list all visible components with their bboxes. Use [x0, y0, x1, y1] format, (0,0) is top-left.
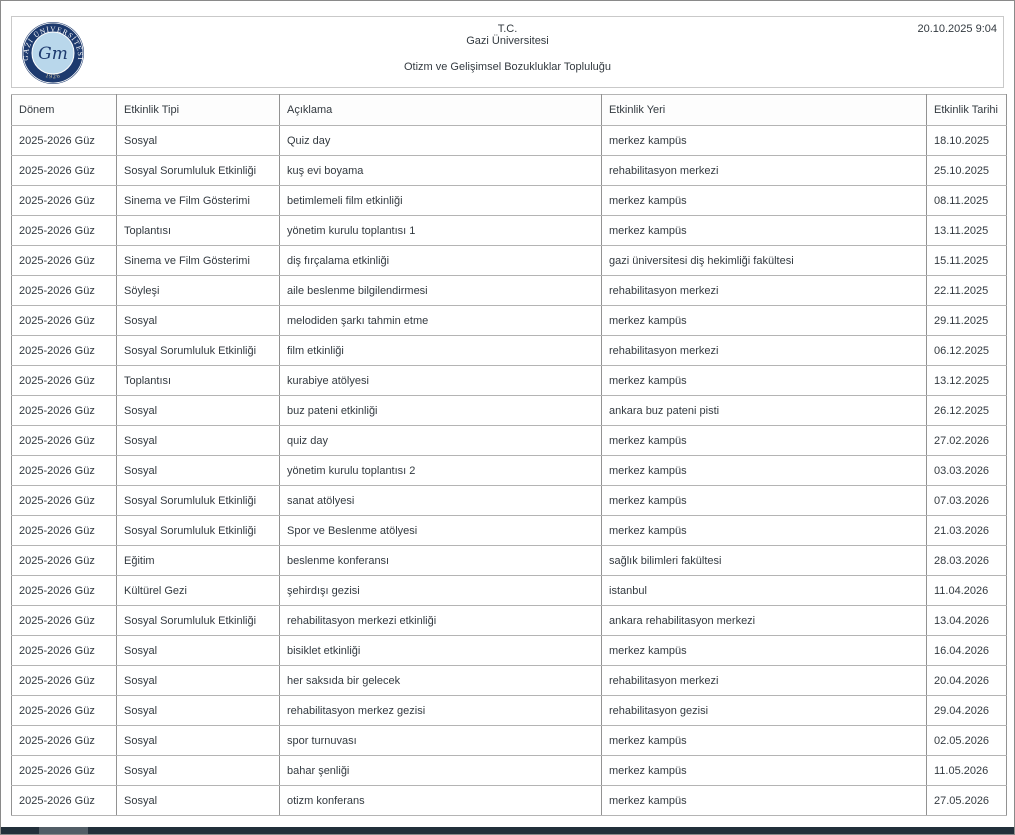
- cell-yeri: merkez kampüs: [602, 516, 927, 546]
- svg-text:GAZİ ÜNİVERSİTESİ: GAZİ ÜNİVERSİTESİ: [21, 25, 85, 62]
- cell-tip: Söyleşi: [117, 276, 280, 306]
- cell-yeri: merkez kampüs: [602, 306, 927, 336]
- cell-aciklama: Spor ve Beslenme atölyesi: [280, 516, 602, 546]
- cell-donem: 2025-2026 Güz: [12, 186, 117, 216]
- cell-tarihi: 18.10.2025: [927, 126, 1007, 156]
- cell-donem: 2025-2026 Güz: [12, 756, 117, 786]
- cell-tarihi: 03.03.2026: [927, 456, 1007, 486]
- cell-aciklama: bahar şenliği: [280, 756, 602, 786]
- cell-aciklama: şehirdışı gezisi: [280, 576, 602, 606]
- table-row: [12, 336, 1007, 366]
- cell-aciklama: rehabilitasyon merkez gezisi: [280, 696, 602, 726]
- cell-tip: Kültürel Gezi: [117, 576, 280, 606]
- column-header-tarihi: Etkinlik Tarihi: [927, 95, 1007, 126]
- cell-tarihi: 11.04.2026: [927, 576, 1007, 606]
- cell-yeri: rehabilitasyon merkezi: [602, 666, 927, 696]
- cell-tip: Sosyal: [117, 786, 280, 816]
- cell-aciklama: diş fırçalama etkinliği: [280, 246, 602, 276]
- table-row: [12, 576, 1007, 606]
- cell-yeri: merkez kampüs: [602, 636, 927, 666]
- cell-donem: 2025-2026 Güz: [12, 396, 117, 426]
- cell-yeri: merkez kampüs: [602, 726, 927, 756]
- table-row: [12, 546, 1007, 576]
- cell-tip: Sosyal: [117, 396, 280, 426]
- cell-tip: Sosyal: [117, 126, 280, 156]
- cell-donem: 2025-2026 Güz: [12, 336, 117, 366]
- cell-tarihi: 06.12.2025: [927, 336, 1007, 366]
- table-row: [12, 696, 1007, 726]
- cell-yeri: merkez kampüs: [602, 786, 927, 816]
- cell-donem: 2025-2026 Güz: [12, 576, 117, 606]
- events-table: [11, 94, 1007, 816]
- table-row: [12, 276, 1007, 306]
- cell-tip: Sosyal Sorumluluk Etkinliği: [117, 516, 280, 546]
- cell-tip: Sosyal: [117, 306, 280, 336]
- cell-yeri: merkez kampüs: [602, 366, 927, 396]
- community-name: Otizm ve Gelişimsel Bozukluklar Topluluğu: [403, 61, 612, 73]
- cell-tip: Eğitim: [117, 546, 280, 576]
- column-header-donem: Dönem: [12, 95, 117, 126]
- cell-donem: 2025-2026 Güz: [12, 246, 117, 276]
- report-header: [11, 16, 1004, 88]
- cell-donem: 2025-2026 Güz: [12, 726, 117, 756]
- table-row: [12, 786, 1007, 816]
- table-row: [12, 456, 1007, 486]
- cell-aciklama: yönetim kurulu toplantısı 2: [280, 456, 602, 486]
- cell-tip: Sinema ve Film Gösterimi: [117, 186, 280, 216]
- cell-aciklama: Quiz day: [280, 126, 602, 156]
- svg-text:1926: 1926: [44, 73, 62, 81]
- cell-tarihi: 28.03.2026: [927, 546, 1007, 576]
- cell-yeri: rehabilitasyon merkezi: [602, 336, 927, 366]
- cell-yeri: ankara buz pateni pisti: [602, 396, 927, 426]
- cell-aciklama: betimlemeli film etkinliği: [280, 186, 602, 216]
- cell-yeri: merkez kampüs: [602, 426, 927, 456]
- cell-yeri: merkez kampüs: [602, 126, 927, 156]
- cell-tarihi: 11.05.2026: [927, 756, 1007, 786]
- cell-yeri: istanbul: [602, 576, 927, 606]
- cell-aciklama: film etkinliği: [280, 336, 602, 366]
- cell-yeri: ankara rehabilitasyon merkezi: [602, 606, 927, 636]
- cell-tarihi: 20.04.2026: [927, 666, 1007, 696]
- cell-tarihi: 08.11.2025: [927, 186, 1007, 216]
- cell-yeri: merkez kampüs: [602, 456, 927, 486]
- cell-donem: 2025-2026 Güz: [12, 456, 117, 486]
- cell-donem: 2025-2026 Güz: [12, 306, 117, 336]
- cell-tip: Sosyal: [117, 456, 280, 486]
- cell-aciklama: bisiklet etkinliği: [280, 636, 602, 666]
- cell-aciklama: otizm konferans: [280, 786, 602, 816]
- cell-tip: Toplantısı: [117, 366, 280, 396]
- cell-donem: 2025-2026 Güz: [12, 786, 117, 816]
- cell-tip: Sosyal Sorumluluk Etkinliği: [117, 336, 280, 366]
- cell-tip: Sosyal: [117, 696, 280, 726]
- table-row: [12, 156, 1007, 186]
- cell-donem: 2025-2026 Güz: [12, 426, 117, 456]
- column-header-aciklama: Açıklama: [280, 95, 602, 126]
- cell-yeri: rehabilitasyon merkezi: [602, 276, 927, 306]
- column-header-yeri: Etkinlik Yeri: [602, 95, 927, 126]
- table-row: [12, 306, 1007, 336]
- table-row: [12, 726, 1007, 756]
- cell-yeri: merkez kampüs: [602, 756, 927, 786]
- cell-aciklama: yönetim kurulu toplantısı 1: [280, 216, 602, 246]
- cell-tip: Sosyal Sorumluluk Etkinliği: [117, 486, 280, 516]
- print-datetime: 20.10.2025 9:04: [917, 23, 997, 35]
- cell-tarihi: 22.11.2025: [927, 276, 1007, 306]
- cell-aciklama: spor turnuvası: [280, 726, 602, 756]
- cell-tip: Sosyal: [117, 756, 280, 786]
- cell-tarihi: 13.11.2025: [927, 216, 1007, 246]
- cell-donem: 2025-2026 Güz: [12, 366, 117, 396]
- table-row: [12, 246, 1007, 276]
- cell-donem: 2025-2026 Güz: [12, 156, 117, 186]
- column-header-tip: Etkinlik Tipi: [117, 95, 280, 126]
- cell-tip: Sosyal: [117, 666, 280, 696]
- cell-donem: 2025-2026 Güz: [12, 516, 117, 546]
- cell-donem: 2025-2026 Güz: [12, 216, 117, 246]
- cell-donem: 2025-2026 Güz: [12, 546, 117, 576]
- cell-yeri: rehabilitasyon gezisi: [602, 696, 927, 726]
- cell-tip: Sosyal Sorumluluk Etkinliği: [117, 156, 280, 186]
- cell-yeri: merkez kampüs: [602, 216, 927, 246]
- cell-aciklama: kurabiye atölyesi: [280, 366, 602, 396]
- cell-tarihi: 26.12.2025: [927, 396, 1007, 426]
- cell-tarihi: 21.03.2026: [927, 516, 1007, 546]
- cell-tip: Toplantısı: [117, 216, 280, 246]
- cell-yeri: sağlık bilimleri fakültesi: [602, 546, 927, 576]
- cell-aciklama: beslenme konferansı: [280, 546, 602, 576]
- cell-aciklama: rehabilitasyon merkezi etkinliği: [280, 606, 602, 636]
- cell-donem: 2025-2026 Güz: [12, 636, 117, 666]
- cell-tarihi: 25.10.2025: [927, 156, 1007, 186]
- svg-text:Gm: Gm: [38, 44, 68, 64]
- cell-yeri: gazi üniversitesi diş hekimliği fakültesi: [602, 246, 927, 276]
- country-label: T.C.: [497, 23, 518, 35]
- scrollbar-thumb[interactable]: [39, 827, 88, 834]
- cell-tarihi: 29.04.2026: [927, 696, 1007, 726]
- cell-donem: 2025-2026 Güz: [12, 606, 117, 636]
- table-header-row: [12, 95, 1007, 126]
- cell-tip: Sosyal Sorumluluk Etkinliği: [117, 606, 280, 636]
- table-row: [12, 396, 1007, 426]
- table-row: [12, 636, 1007, 666]
- report-title-block: [12, 23, 1003, 47]
- table-row: [12, 366, 1007, 396]
- cell-tarihi: 07.03.2026: [927, 486, 1007, 516]
- table-row: [12, 486, 1007, 516]
- cell-yeri: merkez kampüs: [602, 486, 927, 516]
- cell-tarihi: 13.12.2025: [927, 366, 1007, 396]
- cell-tarihi: 27.05.2026: [927, 786, 1007, 816]
- cell-donem: 2025-2026 Güz: [12, 126, 117, 156]
- cell-aciklama: her saksıda bir gelecek: [280, 666, 602, 696]
- table-row: [12, 216, 1007, 246]
- table-row: [12, 126, 1007, 156]
- cell-tip: Sosyal: [117, 426, 280, 456]
- table-row: [12, 426, 1007, 456]
- cell-aciklama: buz pateni etkinliği: [280, 396, 602, 426]
- cell-aciklama: kuş evi boyama: [280, 156, 602, 186]
- table-row: [12, 516, 1007, 546]
- cell-tip: Sosyal: [117, 726, 280, 756]
- cell-donem: 2025-2026 Güz: [12, 486, 117, 516]
- cell-donem: 2025-2026 Güz: [12, 696, 117, 726]
- cell-tarihi: 16.04.2026: [927, 636, 1007, 666]
- cell-aciklama: aile beslenme bilgilendirmesi: [280, 276, 602, 306]
- table-row: [12, 756, 1007, 786]
- cell-donem: 2025-2026 Güz: [12, 666, 117, 696]
- cell-aciklama: quiz day: [280, 426, 602, 456]
- cell-tarihi: 29.11.2025: [927, 306, 1007, 336]
- cell-tip: Sosyal: [117, 636, 280, 666]
- university-name: Gazi Üniversitesi: [466, 35, 549, 47]
- table-row: [12, 186, 1007, 216]
- cell-tarihi: 15.11.2025: [927, 246, 1007, 276]
- cell-aciklama: sanat atölyesi: [280, 486, 602, 516]
- cell-tip: Sinema ve Film Gösterimi: [117, 246, 280, 276]
- table-row: [12, 666, 1007, 696]
- cell-tarihi: 13.04.2026: [927, 606, 1007, 636]
- cell-donem: 2025-2026 Güz: [12, 276, 117, 306]
- cell-aciklama: melodiden şarkı tahmin etme: [280, 306, 602, 336]
- table-row: [12, 606, 1007, 636]
- cell-tarihi: 27.02.2026: [927, 426, 1007, 456]
- horizontal-scrollbar[interactable]: [1, 827, 1014, 834]
- cell-yeri: rehabilitasyon merkezi: [602, 156, 927, 186]
- cell-yeri: merkez kampüs: [602, 186, 927, 216]
- cell-tarihi: 02.05.2026: [927, 726, 1007, 756]
